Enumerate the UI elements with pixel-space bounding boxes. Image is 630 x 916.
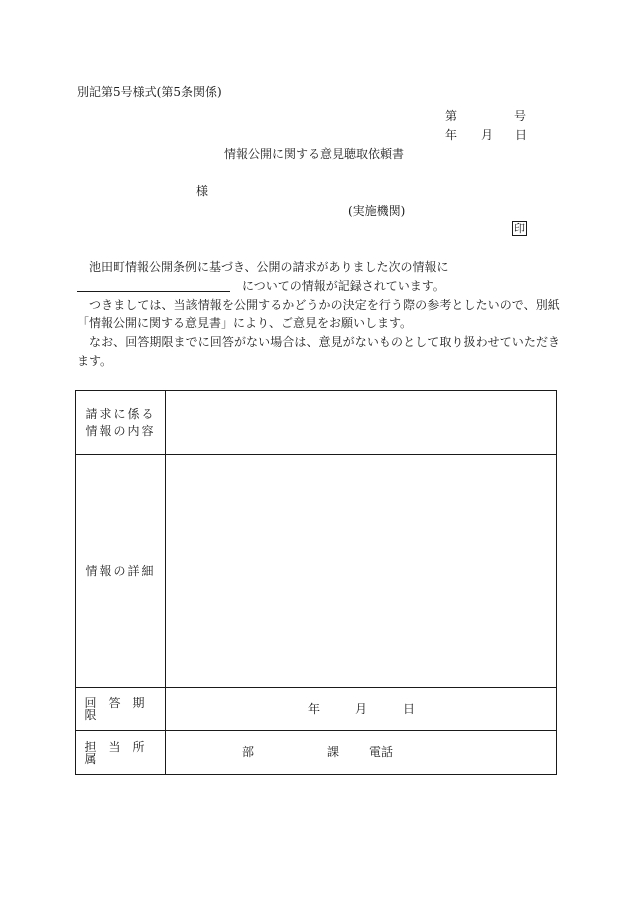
detail-label: 情報の詳細: [85, 564, 156, 578]
table-row: [76, 731, 557, 775]
blank-underline: [77, 291, 230, 292]
dept-phone: 電話: [369, 745, 394, 759]
date-month: 月: [481, 128, 494, 142]
deadline-day: 日: [403, 702, 416, 716]
request-content-label: [76, 391, 166, 455]
form-id: 別記第5号様式(第5条関係): [77, 85, 222, 99]
body-line-6: ます。: [77, 354, 113, 368]
request-content-field[interactable]: [166, 391, 557, 455]
table-row: [76, 688, 557, 731]
date-day: 日: [515, 128, 528, 142]
deadline-month: 月: [355, 702, 368, 716]
request-content-label-a: 請求に係る: [85, 407, 156, 421]
deadline-year: 年: [308, 702, 321, 716]
table-row: [76, 391, 557, 455]
deadline-label: 回答期限: [84, 696, 157, 722]
body-line-3: つきましては、当該情報を公開するかどうかの決定を行う際の参考としたいので、別紙: [89, 298, 560, 312]
request-content-label-b: 情報の内容: [85, 424, 156, 438]
body-line-1: 池田町情報公開条例に基づき、公開の請求がありました次の情報に: [89, 260, 449, 274]
body-line-2: についての情報が記録されています。: [242, 279, 445, 293]
dept-label-cell: [76, 731, 166, 775]
sender-label: (実施機関): [348, 204, 406, 218]
body-line-5: なお、回答期限までに回答がない場合は、意見がないものとして取り扱わせていただき: [89, 335, 561, 349]
addressee-suffix: 様: [196, 184, 209, 198]
dept-department: 部: [242, 745, 255, 759]
seal-mark: 印: [514, 222, 525, 235]
detail-field[interactable]: [166, 455, 557, 688]
date-year: 年: [445, 128, 458, 142]
body-line-4: 「情報公開に関する意見書」により、ご意見をお願いします。: [77, 316, 413, 330]
dept-section: 課: [327, 745, 340, 759]
number-suffix: 号: [514, 109, 527, 123]
dept-label: 担当所属: [84, 739, 157, 766]
deadline-field[interactable]: [166, 688, 557, 731]
number-prefix: 第: [445, 109, 458, 123]
detail-label-cell: [76, 455, 166, 688]
request-form-table: [75, 390, 557, 775]
dept-field[interactable]: [166, 731, 557, 775]
document-title: 情報公開に関する意見聴取依頼書: [224, 147, 405, 161]
table-row: [76, 455, 557, 688]
deadline-label-cell: [76, 688, 166, 731]
